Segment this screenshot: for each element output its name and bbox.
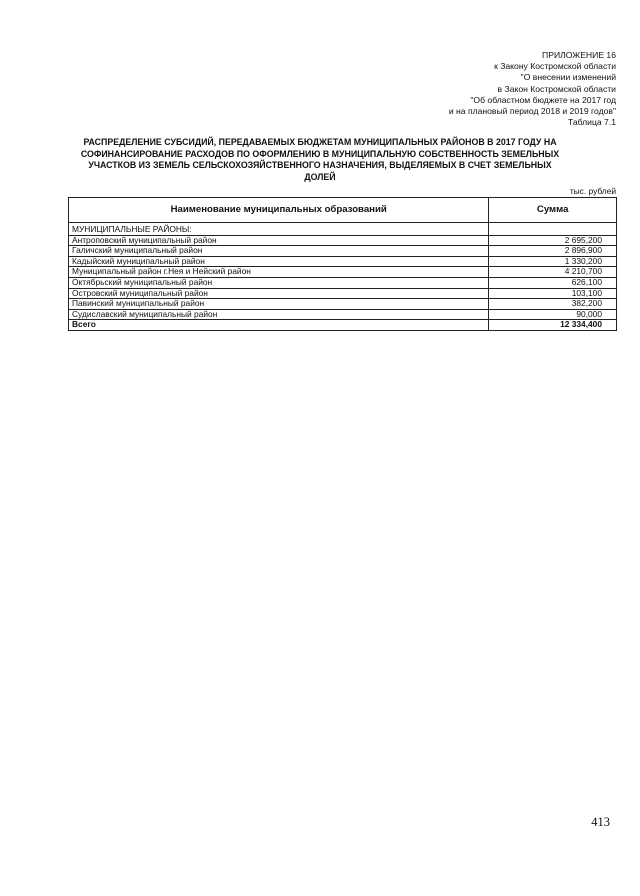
subsidy-table [68,197,617,331]
title-line: ДОЛЕЙ [304,171,336,182]
district-name-cell: Октябрьский муниципальный район [69,277,489,288]
table-header-row [69,198,617,223]
title-line: УЧАСТКОВ ИЗ ЗЕМЕЛЬ СЕЛЬСКОХОЗЯЙСТВЕННОГО НАЗНАЧЕНИЯ, ВЫДЕЛЯЕМЫХ В СЧЕТ ЗЕМЕЛЬНЫХ [88,160,552,171]
table-row [69,246,617,257]
district-name-cell: Островский муниципальный район [69,288,489,299]
total-amount: 12 334,400 [489,320,617,331]
amount-cell: 90,000 [489,309,617,320]
amount-cell: 2 695,200 [489,235,617,246]
appendix-header [316,50,616,128]
appendix-line: "О внесении изменений [520,72,616,83]
table-body [69,223,617,331]
district-name-cell: Кадыйский муниципальный район [69,256,489,267]
table-row [69,288,617,299]
section-row [69,223,617,236]
amount-cell: 382,200 [489,299,617,310]
table-row [69,267,617,278]
appendix-line: ПРИЛОЖЕНИЕ 16 [542,50,616,60]
title-line: СОФИНАНСИРОВАНИЕ РАСХОДОВ ПО ОФОРМЛЕНИЮ В МУНИЦИПАЛЬНУЮ СОБСТВЕННОСТЬ ЗЕМЕЛЬНЫХ [80,148,560,159]
section-label: МУНИЦИПАЛЬНЫЕ РАЙОНЫ: [69,223,489,236]
document-title [70,137,570,183]
table-row [69,235,617,246]
column-header-name: Наименование муниципальных образований [69,198,489,223]
table-row [69,256,617,267]
table-row [69,299,617,310]
district-name-cell: Павинский муниципальный район [69,299,489,310]
title-line: РАСПРЕДЕЛЕНИЕ СУБСИДИЙ, ПЕРЕДАВАЕМЫХ БЮДЖЕТАМ МУНИЦИПАЛЬНЫХ РАЙОНОВ В 2017 ГОДУ НА [83,137,557,147]
appendix-line: к Закону Костромской области [494,61,616,72]
appendix-line: "Об областном бюджете на 2017 год [470,94,616,105]
section-sum-empty [489,223,617,236]
total-label: Всего [69,320,489,331]
amount-cell: 1 330,200 [489,256,617,267]
column-header-sum: Сумма [489,198,617,223]
appendix-line: и на плановый период 2018 и 2019 годов" [448,106,616,117]
district-name-cell: Судиславский муниципальный район [69,309,489,320]
appendix-table-number: Таблица 7.1 [567,117,616,128]
district-name-cell: Муниципальный район г.Нея и Нейский район [69,267,489,278]
district-name-cell: Антроповский муниципальный район [69,235,489,246]
amount-cell: 2 896,900 [489,246,617,257]
table-row [69,277,617,288]
amount-cell: 626,100 [489,277,617,288]
amount-cell: 103,100 [489,288,617,299]
table-row [69,309,617,320]
total-row [69,320,617,331]
units-label: тыс. рублей [569,186,616,196]
page-number: 413 [591,815,610,829]
district-name-cell: Галичский муниципальный район [69,246,489,257]
appendix-line: в Закон Костромской области [497,83,616,94]
amount-cell: 4 210,700 [489,267,617,278]
